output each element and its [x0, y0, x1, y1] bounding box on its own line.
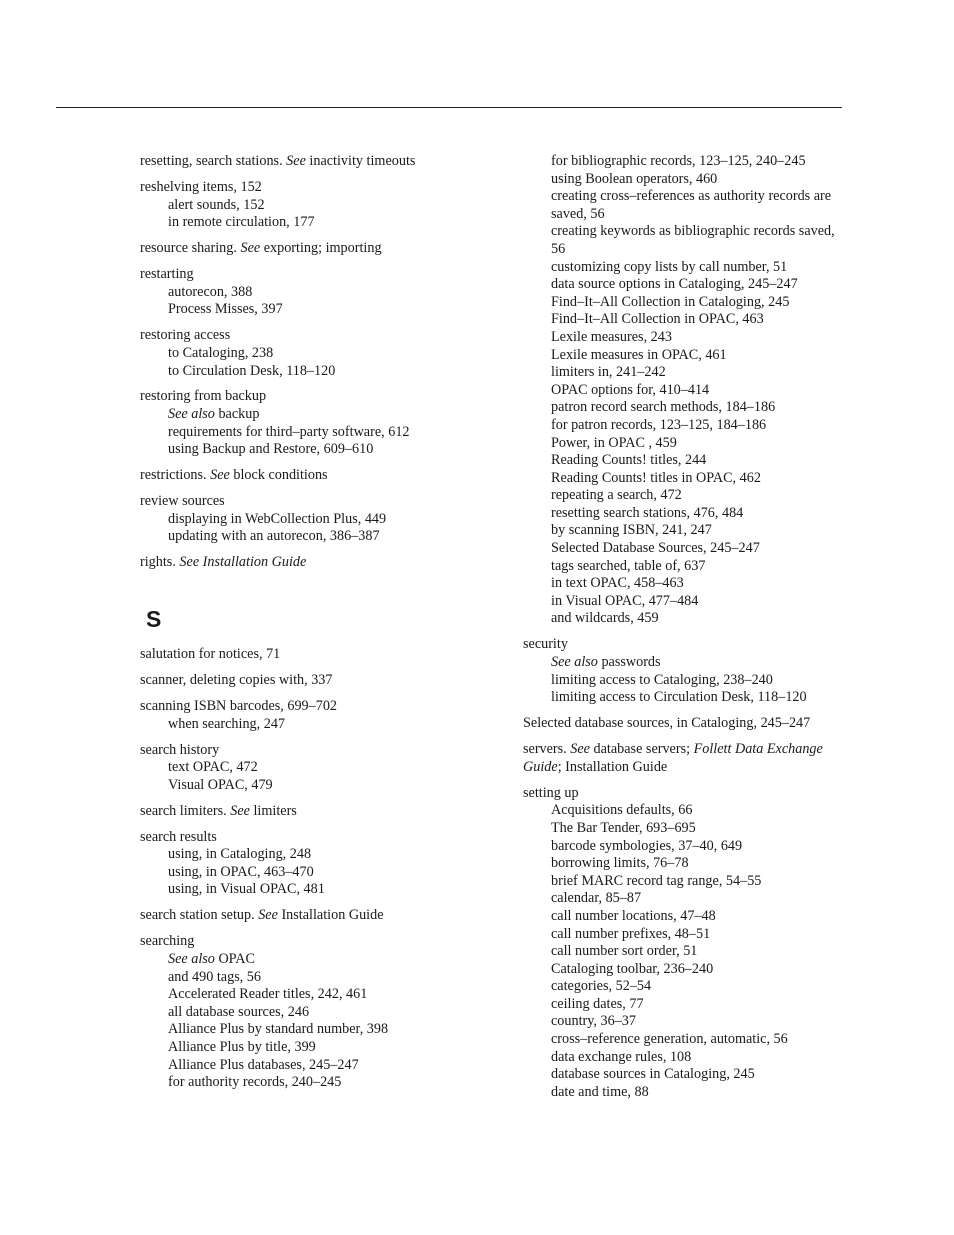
entry-subheading: for bibliographic records, 123–125, 240–245 — [551, 153, 806, 169]
entry-subheading: brief MARC record tag range, 54–55 — [551, 872, 762, 889]
see-target: block conditions — [233, 467, 328, 484]
index-entry — [140, 179, 470, 232]
entry-subheading: for authority records, 240–245 — [168, 1074, 342, 1091]
index-entry — [140, 153, 470, 171]
index-entry-setting-up — [523, 785, 841, 1102]
entry-subheading: calendar, 85–87 — [551, 890, 642, 907]
s-entries — [140, 646, 470, 1092]
entry-subheading: creating keywords as bibliographic records saved, 56 — [551, 223, 835, 257]
entry-heading: resetting, search stations. — [140, 153, 283, 169]
entry-subheading: Accelerated Reader titles, 242, 461 — [168, 986, 368, 1003]
entry-see-also — [140, 406, 470, 424]
entry-subheading: Reading Counts! titles in OPAC, 462 — [551, 469, 761, 486]
entry-heading: search limiters. — [140, 802, 227, 819]
entry-main — [140, 179, 470, 197]
entry-heading: restarting — [140, 266, 194, 283]
index-entry — [140, 829, 470, 899]
entry-subheading: call number locations, 47–48 — [551, 907, 716, 924]
entry-subheading: database sources in Cataloging, 245 — [551, 1066, 755, 1083]
entry-subheading: Acquisitions defaults, 66 — [551, 802, 693, 819]
entry-main — [140, 803, 470, 821]
entry-main — [140, 327, 470, 345]
entry-subheading: patron record search methods, 184–186 — [551, 399, 776, 416]
entry-main — [140, 907, 470, 925]
entry-subheading: requirements for third–party software, 612 — [168, 423, 410, 440]
entry-subheading: using, in OPAC, 463–470 — [168, 863, 314, 880]
index-entry — [140, 742, 470, 795]
see-also-label: See also — [168, 406, 215, 423]
entry-heading: review sources — [140, 493, 225, 510]
see-also-label: See also — [168, 951, 215, 968]
entry-subheading: limiting access to Circulation Desk, 118–120 — [551, 689, 807, 706]
entry-subheading: Visual OPAC, 479 — [168, 776, 273, 793]
entry-heading: salutation for notices, 71 — [140, 646, 281, 662]
index-column-left — [140, 153, 470, 1100]
entry-heading: resource sharing. — [140, 240, 237, 257]
entry-heading: reshelving items, 152 — [140, 178, 262, 195]
entry-subheading: The Bar Tender, 693–695 — [551, 819, 696, 836]
entry-subheading: cross–reference generation, automatic, 56 — [551, 1031, 788, 1048]
entry-subheading: customizing copy lists by call number, 51 — [551, 258, 788, 275]
entry-subheading: Lexile measures in OPAC, 461 — [551, 346, 727, 363]
index-entry — [140, 672, 470, 690]
entry-subheading: Power, in OPAC , 459 — [551, 434, 677, 451]
entry-heading: restoring from backup — [140, 388, 267, 405]
entry-subheading: call number prefixes, 48–51 — [551, 925, 711, 942]
r-entries — [140, 153, 470, 572]
entry-subheading: OPAC options for, 410–414 — [551, 381, 710, 398]
entry-subheading: using Boolean operators, 460 — [551, 170, 718, 187]
entry-main — [140, 467, 470, 485]
index-entry — [140, 266, 470, 319]
entry-heading: restrictions. — [140, 467, 207, 484]
index-entry — [140, 907, 470, 925]
entry-subheading: Cataloging toolbar, 236–240 — [551, 960, 714, 977]
entry-subheading: Alliance Plus databases, 245–247 — [168, 1056, 359, 1073]
entry-subheading: barcode symbologies, 37–40, 649 — [551, 837, 743, 854]
entry-heading: scanning ISBN barcodes, 699–702 — [140, 697, 338, 714]
index-entry — [140, 803, 470, 821]
entry-see-also: See also passwords — [551, 654, 661, 671]
entry-subheading: Reading Counts! titles, 244 — [551, 452, 707, 469]
entry-heading: search station setup. — [140, 907, 255, 924]
entry-subheading: displaying in WebCollection Plus, 449 — [168, 510, 387, 527]
entry-subheading: call number sort order, 51 — [551, 943, 698, 960]
entry-subheading: limiting access to Cataloging, 238–240 — [551, 671, 773, 688]
entry-subheading: to Circulation Desk, 118–120 — [168, 362, 336, 379]
index-entry — [140, 240, 470, 258]
entry-heading: searching — [140, 933, 195, 950]
entry-subheading: in Visual OPAC, 477–484 — [551, 592, 699, 609]
index-entry — [140, 327, 470, 380]
entry-subheading: ceiling dates, 77 — [551, 995, 644, 1012]
entry-subheading: date and time, 88 — [551, 1083, 649, 1100]
entry-main: security — [523, 636, 568, 653]
entry-subheading: Selected Database Sources, 245–247 — [551, 540, 760, 557]
entry-subheading: by scanning ISBN, 241, 247 — [551, 522, 712, 539]
see-label: See — [286, 153, 306, 169]
entry-subheading: and 490 tags, 56 — [168, 968, 261, 985]
entry-main — [140, 646, 470, 664]
entry-subheading: categories, 52–54 — [551, 978, 652, 995]
entry-heading: search results — [140, 828, 217, 845]
searching-continued — [523, 153, 841, 628]
index-entry-servers — [523, 741, 841, 776]
entry-main — [140, 672, 470, 690]
header-rule — [56, 107, 842, 108]
entry-heading: scanner, deleting copies with, 337 — [140, 671, 333, 688]
entry-subheading: Find–It–All Collection in Cataloging, 245 — [551, 293, 790, 310]
see-label: See — [210, 467, 230, 484]
index-entry — [140, 388, 470, 458]
entry-main — [140, 388, 470, 406]
entry-main: servers. See database servers; Follett Data Exchange Guide; Installation Guide — [523, 741, 823, 775]
entry-subheading: when searching, 247 — [168, 715, 286, 732]
entry-subheading: all database sources, 246 — [168, 1003, 310, 1020]
section-letter-s: S — [146, 606, 162, 632]
entry-subheading: using, in Visual OPAC, 481 — [168, 881, 325, 898]
entry-subheading: Lexile measures, 243 — [551, 328, 672, 345]
entry-see-also — [140, 951, 470, 969]
entry-subheading: tags searched, table of, 637 — [551, 557, 706, 574]
entry-main — [140, 493, 470, 511]
entry-subheading: in remote circulation, 177 — [168, 214, 315, 231]
see-target: Installation Guide — [202, 554, 307, 571]
index-entry-security — [523, 636, 841, 706]
see-label: See — [240, 240, 261, 257]
entry-main — [140, 742, 470, 760]
see-also-target: OPAC — [218, 951, 255, 968]
entry-subheading: text OPAC, 472 — [168, 759, 258, 776]
entry-subheading: Alliance Plus by standard number, 398 — [168, 1021, 389, 1038]
entry-subheading: for patron records, 123–125, 184–186 — [551, 416, 767, 433]
entry-subheading: using, in Cataloging, 248 — [168, 846, 312, 863]
entry-subheading: borrowing limits, 76–78 — [551, 855, 689, 872]
entry-main — [140, 698, 470, 716]
entry-subheading: autorecon, 388 — [168, 283, 253, 300]
entry-subheading: resetting search stations, 476, 484 — [551, 504, 744, 521]
see-label: See — [179, 554, 200, 571]
entry-main — [140, 153, 470, 171]
see-target: inactivity timeouts — [309, 153, 416, 169]
index-entry — [140, 554, 470, 572]
index-entry — [140, 698, 470, 733]
entry-subheading: to Cataloging, 238 — [168, 344, 274, 361]
see-also-target: backup — [218, 406, 260, 423]
entry-main — [140, 240, 470, 258]
see-label: See — [258, 907, 278, 924]
entry-subheading: creating cross–references as authority records are saved, 56 — [551, 188, 832, 222]
index-entry-selected-database — [523, 715, 841, 733]
index-entry — [140, 467, 470, 485]
index-entry — [140, 646, 470, 664]
index-entry — [140, 493, 470, 546]
entry-subheading: limiters in, 241–242 — [551, 364, 666, 381]
see-target: exporting; importing — [263, 240, 382, 257]
entry-subheading: using Backup and Restore, 609–610 — [168, 441, 374, 458]
entry-subheading: country, 36–37 — [551, 1013, 636, 1030]
entry-subheading: Find–It–All Collection in OPAC, 463 — [551, 311, 764, 328]
entry-heading: rights. — [140, 554, 176, 571]
entry-heading: search history — [140, 741, 220, 758]
entry-main — [140, 829, 470, 847]
see-label: See — [230, 802, 250, 819]
entry-subheading: in text OPAC, 458–463 — [551, 575, 684, 592]
entry-main — [140, 933, 470, 951]
index-entry — [140, 933, 470, 1091]
entry-subheading: data source options in Cataloging, 245–247 — [551, 276, 798, 293]
entry-subheading: and wildcards, 459 — [551, 610, 659, 627]
see-target: Installation Guide — [281, 907, 384, 924]
entry-main — [140, 266, 470, 284]
entry-subheading: Alliance Plus by title, 399 — [168, 1039, 316, 1056]
entry-main: setting up — [523, 784, 579, 801]
entry-heading: restoring access — [140, 327, 231, 344]
entry-subheading: Process Misses, 397 — [168, 301, 283, 318]
entry-subheading: alert sounds, 152 — [168, 196, 265, 213]
entry-subheading: repeating a search, 472 — [551, 487, 682, 504]
see-target: limiters — [253, 802, 297, 819]
entry-main — [140, 554, 470, 572]
entry-main: Selected database sources, in Cataloging, 245–247 — [523, 715, 811, 732]
index-column-right — [523, 153, 841, 1110]
entry-subheading: updating with an autorecon, 386–387 — [168, 528, 380, 545]
entry-subheading: data exchange rules, 108 — [551, 1048, 692, 1065]
